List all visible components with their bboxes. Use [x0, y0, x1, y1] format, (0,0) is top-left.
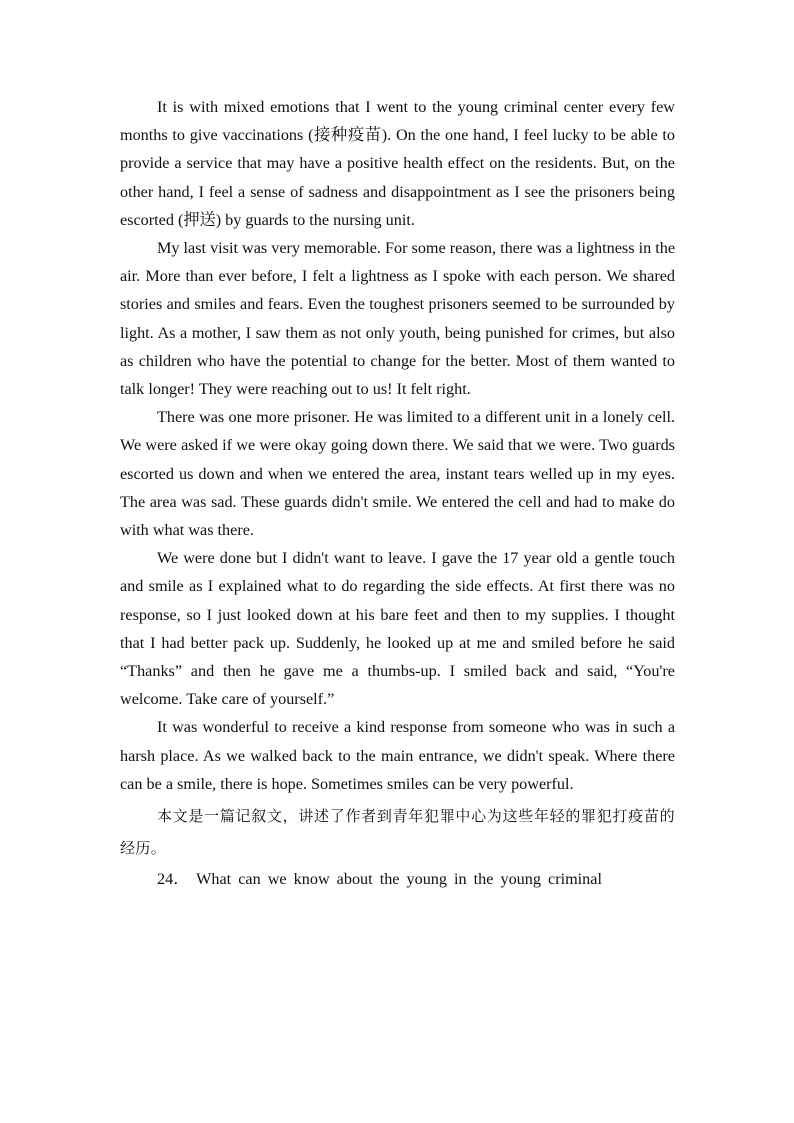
- passage-paragraph-1: It is with mixed emotions that I went to the young criminal center every few months to give vaccinations (接种疫苗). On the one hand, I feel lucky to be able to provide a service that may have a positive health effect on the residents. But, on the other hand, I feel a sense of sadness and disappointment as I see the prisoners being escorted (押送) by guards to the nursing unit.: [120, 98, 675, 229]
- passage-paragraph-3: There was one more prisoner. He was limited to a different unit in a lonely cell. We were asked if we were okay going down there. We said that we were. Two guards escorted us down and when we entered the area, instant tears welled up in my eyes. The area was sad. These guards didn't smile. We entered the cell and had to make do with what was there.: [120, 408, 675, 540]
- passage-paragraph-4: We were done but I didn't want to leave. I gave the 17 year old a gentle touch and smile as I explained what to do regarding the side effects. At first there was no response, so I just looked down at his bare feet and then to my supplies. I thought that I had better pack up. Suddenly, he looked up at me and smiled before he said “Thanks” and then he gave me a thumbs-up. I smiled back and said, “You're welcome. Take care of yourself.”: [120, 549, 675, 709]
- question-24: 24． What can we know about the young in the young criminal: [157, 870, 602, 889]
- passage-paragraph-2: My last visit was very memorable. For some reason, there was a lightness in the air. More than ever before, I felt a lightness as I spoke with each person. We shared stories and smiles and fears. Even the toughest prisoners seemed to be surrounded by light. As a mother, I saw them as not only youth, being punished for crimes, but also as children who have the potential to change for the better. Most of them wanted to talk longer! They were reaching out to us! It felt right.: [120, 239, 675, 399]
- document-page: [120, 93, 675, 893]
- passage-paragraph-5: It was wonderful to receive a kind response from someone who was in such a harsh place. As we walked back to the main entrance, we didn't speak. Where there can be a smile, there is hope. Sometimes smiles can be very powerful.: [120, 718, 675, 793]
- chinese-summary-note: 本文是一篇记叙文，讲述了作者到青年犯罪中心为这些年轻的罪犯打疫苗的经历。: [120, 807, 675, 858]
